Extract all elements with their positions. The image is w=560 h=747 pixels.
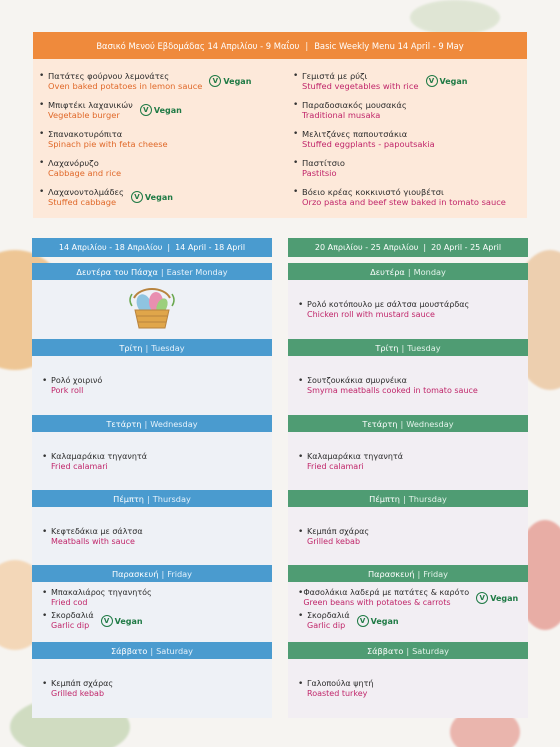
day-dish bbox=[42, 588, 262, 609]
basic-menu-title-gr: Βασικό Μενού Εβδομάδας 14 Απριλίου - 9 Μαΐου bbox=[96, 40, 300, 51]
dish-name-gr: Φασολάκια λαδερά με πατάτες & καρότο bbox=[303, 588, 470, 597]
bullet-icon: • bbox=[39, 187, 45, 197]
dish-name-gr: Γεμιστά με ρύζι bbox=[302, 71, 368, 81]
bullet-icon: • bbox=[298, 679, 304, 689]
bullet-icon: • bbox=[39, 129, 45, 139]
dish-name-en: Grilled kebab bbox=[51, 689, 105, 698]
dish-name-en: Green beans with potatoes & carrots bbox=[303, 598, 451, 607]
basic-menu-item bbox=[293, 71, 527, 91]
day-body bbox=[288, 659, 528, 718]
dish-text bbox=[307, 452, 403, 472]
vegan-leaf-icon: V bbox=[476, 592, 488, 604]
day-body bbox=[32, 659, 272, 718]
title-separator: | bbox=[417, 568, 421, 579]
dish-name-en: Fried calamari bbox=[51, 462, 108, 471]
day-name-gr: Παρασκευή bbox=[111, 568, 159, 579]
day-body bbox=[32, 582, 272, 642]
day-dish bbox=[298, 588, 518, 609]
dish-name-en: Vegetable burger bbox=[48, 110, 120, 120]
day-dish bbox=[42, 527, 262, 548]
day-name-gr: Πέμπτη bbox=[113, 493, 144, 504]
bullet-icon: • bbox=[42, 527, 48, 537]
title-separator: | bbox=[407, 266, 411, 277]
title-separator: | bbox=[400, 418, 404, 429]
day-name-en: Tuesday bbox=[407, 342, 441, 353]
dish-name-en: Meatballs with sauce bbox=[51, 537, 135, 546]
week-header bbox=[288, 238, 528, 257]
dish-text bbox=[302, 187, 506, 207]
bullet-icon: • bbox=[293, 71, 299, 81]
basic-menu-item bbox=[39, 187, 293, 207]
dish-text bbox=[307, 611, 350, 631]
dish-name-gr: Παστίτσιο bbox=[302, 158, 345, 168]
vegan-badge bbox=[357, 615, 399, 627]
day-header bbox=[32, 339, 272, 356]
day-body bbox=[32, 507, 272, 565]
vegan-label: Vegan bbox=[223, 76, 252, 86]
bullet-icon: • bbox=[42, 588, 48, 598]
day-name-gr: Σάββατο bbox=[366, 645, 404, 656]
dish-name-gr: Κεμπάπ σχάρας bbox=[51, 679, 114, 688]
basic-menu-header bbox=[33, 32, 527, 59]
dish-text bbox=[51, 452, 147, 472]
bullet-icon: • bbox=[298, 376, 304, 386]
basic-menu-item bbox=[293, 129, 527, 149]
day-name-en: Thursday bbox=[152, 493, 191, 504]
day-name-gr: Παρασκευή bbox=[367, 568, 415, 579]
day-dish bbox=[298, 679, 518, 700]
day-dish bbox=[298, 611, 518, 632]
dish-text bbox=[51, 376, 102, 396]
day-name-gr: Τετάρτη bbox=[362, 418, 398, 429]
week-title-gr: 14 Απριλίου - 18 Απριλίου bbox=[58, 243, 163, 252]
dish-name-gr: Γαλοπούλα ψητή bbox=[307, 679, 374, 688]
vegan-badge bbox=[209, 75, 251, 87]
day-name-en: Wednesday bbox=[150, 418, 198, 429]
dish-name-gr: Σουτζουκάκια σμυρνέικα bbox=[307, 376, 407, 385]
day-name-en: Friday bbox=[423, 568, 449, 579]
dish-text bbox=[302, 71, 419, 91]
dish-name-gr: Μελιτζάνες παπουτσάκια bbox=[302, 129, 408, 139]
day-header bbox=[32, 565, 272, 582]
title-separator: | bbox=[401, 342, 405, 353]
title-separator: | bbox=[403, 493, 406, 504]
day-body bbox=[288, 356, 528, 415]
basic-menu-right-column bbox=[293, 71, 527, 216]
day-header bbox=[32, 642, 272, 659]
day-dish bbox=[42, 376, 262, 397]
dish-name-gr: Καλαμαράκια τηγανητά bbox=[51, 452, 148, 461]
vegan-label: Vegan bbox=[114, 616, 143, 626]
day-header bbox=[288, 415, 528, 432]
basic-menu-item bbox=[293, 158, 527, 178]
bullet-icon: • bbox=[293, 187, 299, 197]
day-dish bbox=[298, 376, 518, 397]
day-header bbox=[288, 490, 528, 507]
title-separator: | bbox=[161, 568, 165, 579]
day-header bbox=[288, 565, 528, 582]
vegan-label: Vegan bbox=[153, 105, 182, 115]
basic-menu-card bbox=[33, 32, 527, 218]
day-header bbox=[32, 490, 272, 507]
dish-name-en: Garlic dip bbox=[307, 621, 346, 630]
vegan-label: Vegan bbox=[144, 192, 173, 202]
dish-name-gr: Ρολό κοτόπουλο με σάλτσα μουστάρδας bbox=[307, 300, 470, 309]
title-separator: | bbox=[406, 645, 410, 656]
vegan-label: Vegan bbox=[490, 593, 519, 603]
dish-name-en: Pastitsio bbox=[302, 168, 337, 178]
day-dish bbox=[298, 452, 518, 473]
basic-menu-left-column bbox=[39, 71, 293, 216]
day-name-gr: Τρίτη bbox=[119, 342, 143, 353]
day-header bbox=[32, 263, 272, 280]
bullet-icon: • bbox=[293, 129, 299, 139]
dish-text bbox=[307, 679, 373, 699]
dish-name-gr: Ρολό χοιρινό bbox=[51, 376, 103, 385]
dish-text bbox=[307, 300, 469, 320]
dish-text bbox=[307, 376, 478, 396]
bullet-icon: • bbox=[42, 452, 48, 462]
dish-text bbox=[302, 129, 435, 149]
day-body bbox=[32, 280, 272, 339]
dish-name-gr: Παραδοσιακός μουσακάς bbox=[302, 100, 407, 110]
day-header bbox=[288, 263, 528, 280]
vegan-leaf-icon: V bbox=[131, 191, 143, 203]
day-body bbox=[288, 432, 528, 490]
dish-text bbox=[303, 588, 469, 608]
vegan-badge bbox=[140, 104, 182, 116]
day-name-en: Thursday bbox=[408, 493, 447, 504]
dish-name-en: Smyrna meatballs cooked in tomato sauce bbox=[307, 386, 478, 395]
dish-name-en: Grilled kebab bbox=[307, 537, 361, 546]
day-name-en: Easter Monday bbox=[166, 266, 228, 277]
day-body bbox=[32, 432, 272, 490]
day-name-en: Monday bbox=[413, 266, 446, 277]
week-title-en: 14 April - 18 April bbox=[175, 243, 246, 252]
week-column-2 bbox=[288, 238, 528, 718]
dish-name-en: Oven baked potatoes in lemon sauce bbox=[48, 81, 203, 91]
dish-name-en: Stuffed vegetables with rice bbox=[302, 81, 419, 91]
vegan-leaf-icon: V bbox=[101, 615, 113, 627]
dish-text bbox=[51, 611, 94, 631]
week-header bbox=[32, 238, 272, 257]
title-separator: | bbox=[160, 266, 164, 277]
basic-menu-title-en: Basic Weekly Menu 14 April - 9 May bbox=[314, 40, 464, 51]
bullet-icon: • bbox=[298, 452, 304, 462]
bullet-icon: • bbox=[298, 527, 304, 537]
week-title-en: 20 April - 25 April bbox=[431, 243, 502, 252]
basic-menu-item bbox=[293, 100, 527, 120]
bullet-icon: • bbox=[298, 588, 304, 598]
basic-menu-item bbox=[39, 71, 293, 91]
easter-basket-icon bbox=[42, 280, 262, 339]
day-body bbox=[288, 280, 528, 339]
dish-name-gr: Σκορδαλιά bbox=[51, 611, 94, 620]
bullet-icon: • bbox=[42, 679, 48, 689]
dish-name-gr: Λαχανόρυζο bbox=[48, 158, 99, 168]
day-name-en: Saturday bbox=[412, 645, 450, 656]
bullet-icon: • bbox=[298, 300, 304, 310]
day-name-en: Tuesday bbox=[151, 342, 185, 353]
day-name-gr: Τετάρτη bbox=[106, 418, 142, 429]
dish-name-en: Garlic dip bbox=[51, 621, 90, 630]
day-dish bbox=[42, 452, 262, 473]
dish-text bbox=[302, 158, 345, 178]
bullet-icon: • bbox=[293, 158, 299, 168]
title-separator: | bbox=[145, 342, 149, 353]
day-header bbox=[288, 339, 528, 356]
bullet-icon: • bbox=[42, 611, 48, 621]
day-name-gr: Δευτέρα bbox=[370, 266, 405, 277]
basic-menu-item bbox=[39, 158, 293, 178]
dish-text bbox=[48, 187, 124, 207]
day-dish bbox=[298, 300, 518, 321]
dish-text bbox=[48, 158, 121, 178]
dish-name-gr: Πατάτες φούρνου λεμονάτες bbox=[48, 71, 170, 81]
title-separator: | bbox=[305, 40, 309, 51]
dish-name-en: Stuffed cabbage bbox=[48, 197, 117, 207]
vegan-badge bbox=[101, 615, 143, 627]
day-body bbox=[32, 356, 272, 415]
day-header bbox=[288, 642, 528, 659]
day-name-gr: Δευτέρα του Πάσχα bbox=[76, 266, 158, 277]
day-dish bbox=[42, 611, 262, 632]
dish-text bbox=[51, 527, 143, 547]
dish-text bbox=[302, 100, 407, 120]
day-name-gr: Τρίτη bbox=[375, 342, 399, 353]
day-dish bbox=[298, 527, 518, 548]
dish-name-en: Pork roll bbox=[51, 386, 84, 395]
basic-menu-item bbox=[39, 129, 293, 149]
dish-name-en: Cabbage and rice bbox=[48, 168, 122, 178]
dish-text bbox=[48, 100, 133, 120]
dish-name-gr: Κεφτεδάκια με σάλτσα bbox=[51, 527, 143, 536]
background-decoration bbox=[410, 0, 500, 35]
vegan-label: Vegan bbox=[370, 616, 399, 626]
basic-menu-item bbox=[293, 187, 527, 207]
dish-text bbox=[48, 71, 202, 91]
vegan-badge bbox=[426, 75, 468, 87]
dish-name-gr: Σκορδαλιά bbox=[307, 611, 350, 620]
day-header bbox=[32, 415, 272, 432]
dish-text bbox=[51, 679, 113, 699]
day-body bbox=[288, 507, 528, 565]
vegan-badge bbox=[476, 592, 518, 604]
dish-name-gr: Καλαμαράκια τηγανητά bbox=[307, 452, 404, 461]
title-separator: | bbox=[167, 243, 171, 252]
day-name-en: Wednesday bbox=[406, 418, 454, 429]
dish-name-gr: Μπακαλιάρος τηγανητός bbox=[51, 588, 152, 597]
dish-name-en: Orzo pasta and beef stew baked in tomato sauce bbox=[302, 197, 506, 207]
day-dish bbox=[42, 679, 262, 700]
dish-name-en: Fried calamari bbox=[307, 462, 364, 471]
vegan-leaf-icon: V bbox=[209, 75, 221, 87]
bullet-icon: • bbox=[39, 71, 45, 81]
vegan-leaf-icon: V bbox=[140, 104, 152, 116]
dish-name-en: Chicken roll with mustard sauce bbox=[307, 310, 435, 319]
bullet-icon: • bbox=[39, 100, 45, 110]
dish-name-en: Fried cod bbox=[51, 598, 88, 607]
dish-name-gr: Μπιφτέκι λαχανικών bbox=[48, 100, 133, 110]
day-body bbox=[288, 582, 528, 642]
dish-name-en: Roasted turkey bbox=[307, 689, 368, 698]
title-separator: | bbox=[147, 493, 150, 504]
dish-name-en: Stuffed eggplants - papoutsakia bbox=[302, 139, 435, 149]
day-name-en: Saturday bbox=[156, 645, 194, 656]
vegan-badge bbox=[131, 191, 173, 203]
title-separator: | bbox=[150, 645, 154, 656]
vegan-label: Vegan bbox=[439, 76, 468, 86]
dish-name-gr: Σπανακοτυρόπιτα bbox=[48, 129, 123, 139]
dish-name-gr: Βόειο κρέας κοκκινιστό γιουβέτσι bbox=[302, 187, 444, 197]
week-column-1 bbox=[32, 238, 272, 718]
dish-name-en: Spinach pie with feta cheese bbox=[48, 139, 168, 149]
title-separator: | bbox=[144, 418, 148, 429]
day-name-en: Friday bbox=[167, 568, 193, 579]
bullet-icon: • bbox=[42, 376, 48, 386]
day-name-gr: Σάββατο bbox=[110, 645, 148, 656]
dish-name-en: Traditional musaka bbox=[302, 110, 381, 120]
dish-name-gr: Λαχανοντολμάδες bbox=[48, 187, 124, 197]
bullet-icon: • bbox=[293, 100, 299, 110]
bullet-icon: • bbox=[298, 611, 304, 621]
bullet-icon: • bbox=[39, 158, 45, 168]
basic-menu-item bbox=[39, 100, 293, 120]
vegan-leaf-icon: V bbox=[426, 75, 438, 87]
dish-name-gr: Κεμπάπ σχάρας bbox=[307, 527, 370, 536]
week-title-gr: 20 Απριλίου - 25 Απριλίου bbox=[314, 243, 419, 252]
dish-text bbox=[48, 129, 168, 149]
title-separator: | bbox=[423, 243, 427, 252]
dish-text bbox=[307, 527, 369, 547]
day-name-gr: Πέμπτη bbox=[369, 493, 400, 504]
vegan-leaf-icon: V bbox=[357, 615, 369, 627]
dish-text bbox=[51, 588, 152, 608]
